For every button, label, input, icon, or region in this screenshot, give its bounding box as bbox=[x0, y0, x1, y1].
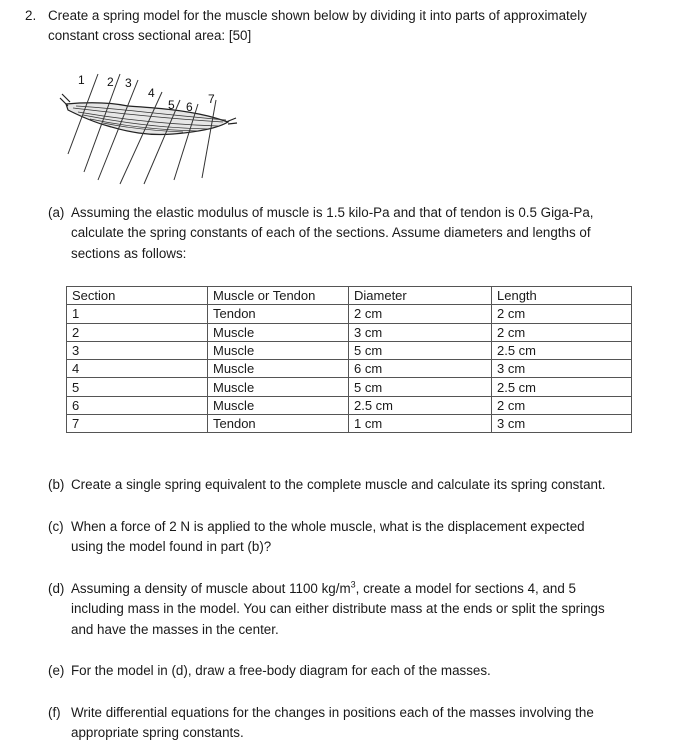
cell-type: Muscle bbox=[208, 323, 349, 341]
cell-length: 2 cm bbox=[492, 396, 632, 414]
table-row bbox=[67, 396, 632, 414]
cell-type: Muscle bbox=[208, 396, 349, 414]
cell-diameter: 6 cm bbox=[349, 360, 492, 378]
header-muscle-or-tendon: Muscle or Tendon bbox=[208, 287, 349, 305]
part-a-marker: (a) bbox=[48, 205, 65, 220]
cell-section: 3 bbox=[67, 341, 208, 359]
question-title-line2: constant cross sectional area: [50] bbox=[48, 28, 252, 43]
header-diameter: Diameter bbox=[349, 287, 492, 305]
muscle-figure bbox=[58, 68, 238, 186]
table-row bbox=[67, 341, 632, 359]
cell-type: Muscle bbox=[208, 341, 349, 359]
cell-type: Tendon bbox=[208, 415, 349, 433]
cell-length: 2 cm bbox=[492, 323, 632, 341]
part-d-line1-post: , create a model for sections 4, and 5 bbox=[355, 581, 576, 596]
cell-length: 3 cm bbox=[492, 415, 632, 433]
cell-section: 6 bbox=[67, 396, 208, 414]
part-a-line3: sections as follows: bbox=[71, 246, 187, 261]
cell-section: 2 bbox=[67, 323, 208, 341]
table-row bbox=[67, 415, 632, 433]
part-c-line2: using the model found in part (b)? bbox=[71, 539, 272, 554]
cell-length: 3 cm bbox=[492, 360, 632, 378]
part-a-line1: Assuming the elastic modulus of muscle is 1.5 kilo-Pa and that of tendon is 0.5 Giga-Pa, bbox=[71, 205, 594, 220]
part-e-marker: (e) bbox=[48, 663, 65, 678]
figure-label-4: 4 bbox=[148, 86, 155, 100]
sections-table bbox=[66, 286, 632, 433]
part-d-superscript: 3 bbox=[350, 579, 356, 590]
part-d-line3: and have the masses in the center. bbox=[71, 622, 279, 637]
cell-diameter: 5 cm bbox=[349, 341, 492, 359]
cell-diameter: 3 cm bbox=[349, 323, 492, 341]
muscle-drawing bbox=[58, 68, 238, 186]
figure-label-5: 5 bbox=[168, 98, 175, 112]
figure-label-7: 7 bbox=[208, 92, 215, 106]
part-b-marker: (b) bbox=[48, 477, 65, 492]
figure-label-6: 6 bbox=[186, 100, 193, 114]
figure-label-3: 3 bbox=[125, 76, 132, 90]
table-row bbox=[67, 323, 632, 341]
part-d-marker: (d) bbox=[48, 581, 65, 596]
part-d-line1-pre: Assuming a density of muscle about 1100 kg/m bbox=[71, 581, 351, 596]
part-f-line2: appropriate spring constants. bbox=[71, 725, 244, 740]
part-f-marker: (f) bbox=[48, 705, 61, 720]
cell-section: 5 bbox=[67, 378, 208, 396]
cell-diameter: 1 cm bbox=[349, 415, 492, 433]
part-a-line2: calculate the spring constants of each of the sections. Assume diameters and lengths of bbox=[71, 225, 591, 240]
header-length: Length bbox=[492, 287, 632, 305]
cell-diameter: 2.5 cm bbox=[349, 396, 492, 414]
cell-section: 1 bbox=[67, 305, 208, 323]
question-title-line1: Create a spring model for the muscle shown below by dividing it into parts of approximately bbox=[48, 8, 587, 23]
part-d-line2: including mass in the model. You can either distribute mass at the ends or split the springs bbox=[71, 601, 605, 616]
cell-length: 2 cm bbox=[492, 305, 632, 323]
part-e-line1: For the model in (d), draw a free-body diagram for each of the masses. bbox=[71, 663, 491, 678]
part-c-line1: When a force of 2 N is applied to the whole muscle, what is the displacement expected bbox=[71, 519, 585, 534]
table-header-row bbox=[67, 287, 632, 305]
table-row bbox=[67, 378, 632, 396]
part-c-marker: (c) bbox=[48, 519, 64, 534]
part-f-line1: Write differential equations for the changes in positions each of the masses involving the bbox=[71, 705, 594, 720]
cell-length: 2.5 cm bbox=[492, 378, 632, 396]
cell-diameter: 2 cm bbox=[349, 305, 492, 323]
cell-type: Muscle bbox=[208, 378, 349, 396]
cell-diameter: 5 cm bbox=[349, 378, 492, 396]
table-row bbox=[67, 360, 632, 378]
figure-label-1: 1 bbox=[78, 73, 85, 87]
part-d-line1 bbox=[71, 580, 576, 598]
cell-section: 4 bbox=[67, 360, 208, 378]
figure-label-2: 2 bbox=[107, 75, 114, 89]
table-row bbox=[67, 305, 632, 323]
part-b-line1: Create a single spring equivalent to the complete muscle and calculate its spring constant. bbox=[71, 477, 606, 492]
question-number: 2. bbox=[25, 8, 37, 23]
cell-type: Tendon bbox=[208, 305, 349, 323]
cell-section: 7 bbox=[67, 415, 208, 433]
header-section: Section bbox=[67, 287, 208, 305]
cell-type: Muscle bbox=[208, 360, 349, 378]
cell-length: 2.5 cm bbox=[492, 341, 632, 359]
